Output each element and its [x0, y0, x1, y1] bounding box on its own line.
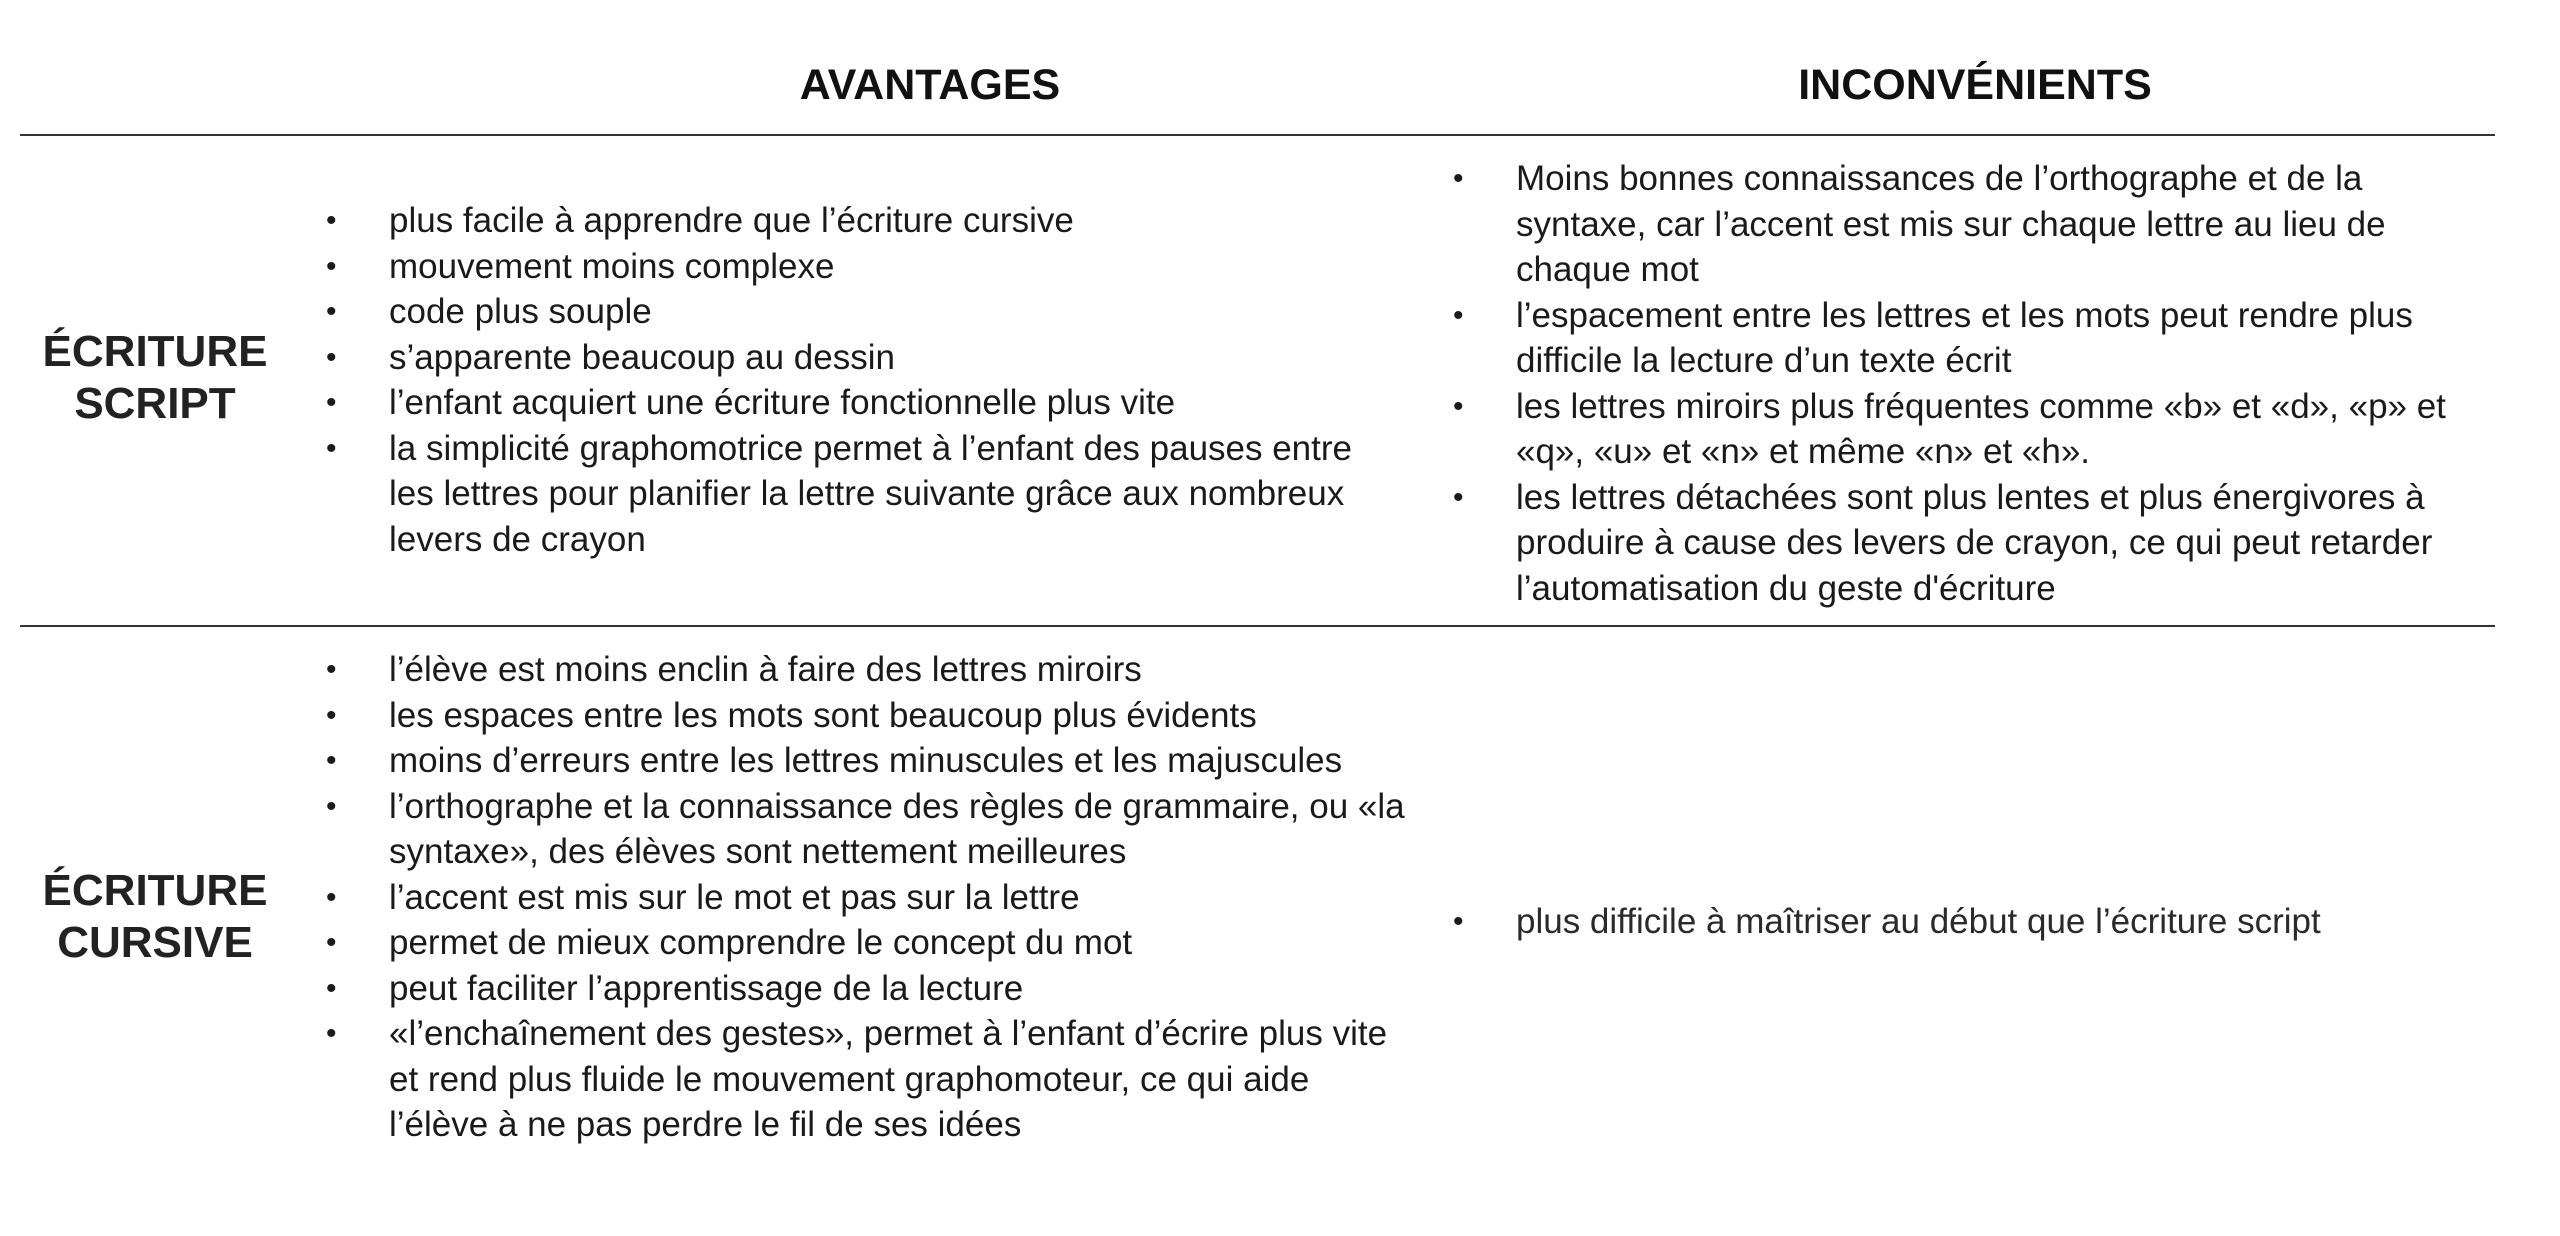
bullet-icon: • [326, 431, 337, 465]
list-item-text: «l’enchaînement des gestes», permet à l’enfant d’écrire plus vite et rend plus fluide le mouvement graphomoteur, ce qui aide l’élève à ne pas perdre le fil de ses idées [389, 1014, 1388, 1144]
list-item [326, 335, 1406, 381]
list-item [326, 875, 1406, 921]
row-label-cursive [20, 865, 290, 969]
list-item-text: moins d’erreurs entre les lettres minuscules et les majuscules [389, 741, 1343, 780]
list-item-text: les espaces entre les mots sont beaucoup plus évidents [389, 695, 1257, 735]
list-item-text: l’espacement entre les lettres et les mots peut rendre plus difficile la lecture d’un texte écrit [1516, 295, 2413, 380]
bullet-icon: • [1453, 905, 1464, 938]
list-item-text: l’orthographe et la connaissance des règles de grammaire, ou «la syntaxe», des élèves sont nettement meilleures [389, 786, 1405, 871]
list-item-text: s’apparente beaucoup au dessin [389, 337, 895, 377]
bullet-icon: • [1453, 389, 1464, 423]
list-item-text: peut faciliter l’apprentissage de la lecture [389, 968, 1024, 1008]
bullet-icon: • [326, 249, 337, 283]
bullet-icon: • [326, 653, 337, 686]
list-item [326, 244, 1406, 290]
list-item-text: mouvement moins complexe [389, 246, 835, 286]
list-item [326, 738, 1406, 784]
list-item [326, 289, 1406, 335]
cursive-disadvantages-list [1453, 899, 2498, 945]
list-item-text: plus difficile à maîtriser au début que l’écriture script [1516, 902, 2321, 941]
bullet-icon: • [326, 386, 337, 419]
list-item [1453, 384, 2498, 475]
list-item-text: la simplicité graphomotrice permet à l’enfant des pauses entre les lettres pour planifier la lettre suivante grâce aux nombreux levers de crayon [389, 428, 1352, 559]
list-item [1453, 293, 2498, 384]
list-item [1453, 475, 2498, 612]
row-label-line: SCRIPT [74, 379, 236, 428]
list-item [326, 647, 1406, 693]
script-disadvantages-list [1453, 156, 2498, 611]
row-label-script [20, 326, 290, 430]
list-item [326, 426, 1406, 563]
script-advantages-list [326, 198, 1406, 562]
header-divider [20, 134, 2495, 136]
list-item [326, 693, 1406, 739]
cursive-advantages-list [326, 647, 1406, 1148]
bullet-icon: • [326, 295, 337, 328]
list-item [326, 198, 1406, 244]
row-label-line: ÉCRITURE [42, 327, 268, 376]
column-header-advantages: AVANTAGES [799, 61, 1061, 109]
list-item-text: Moins bonnes connaissances de l’orthographe et de la syntaxe, car l’accent est mis sur chaque lettre au lieu de chaque mot [1516, 159, 2386, 289]
list-item [1453, 156, 2498, 293]
bullet-icon: • [326, 340, 337, 374]
list-item [326, 380, 1406, 426]
bullet-icon: • [326, 204, 337, 237]
bullet-icon: • [326, 698, 337, 732]
bullet-icon: • [326, 880, 337, 914]
list-item [326, 920, 1406, 966]
list-item-text: permet de mieux comprendre le concept du mot [389, 923, 1133, 962]
bullet-icon: • [326, 1017, 337, 1050]
bullet-icon: • [1453, 298, 1464, 332]
list-item-text: code plus souple [389, 292, 652, 331]
list-item [326, 966, 1406, 1012]
column-header-disadvantages: INCONVÉNIENTS [1798, 61, 2152, 109]
bullet-icon: • [326, 789, 337, 823]
bullet-icon: • [326, 926, 337, 959]
bullet-icon: • [326, 971, 337, 1005]
bullet-icon: • [326, 744, 337, 777]
list-item-text: l’élève est moins enclin à faire des lettres miroirs [389, 650, 1142, 689]
bullet-icon: • [1453, 480, 1464, 514]
list-item-text: l’enfant acquiert une écriture fonctionnelle plus vite [389, 383, 1176, 422]
list-item [326, 1011, 1406, 1148]
row-label-line: ÉCRITURE [42, 866, 268, 915]
bullet-icon: • [1453, 162, 1464, 195]
list-item-text: les lettres détachées sont plus lentes et plus énergivores à produire à cause des levers de crayon, ce qui peut retarder l’automatisation du geste d'écriture [1516, 477, 2433, 608]
list-item-text: les lettres miroirs plus fréquentes comme «b» et «d», «p» et «q», «u» et «n» et même «n» et «h». [1516, 386, 2446, 471]
list-item-text: plus facile à apprendre que l’écriture cursive [389, 201, 1074, 240]
list-item [1453, 899, 2498, 945]
row-divider [20, 625, 2495, 627]
list-item-text: l’accent est mis sur le mot et pas sur la lettre [389, 877, 1080, 917]
list-item [326, 784, 1406, 875]
row-label-line: CURSIVE [57, 918, 253, 967]
